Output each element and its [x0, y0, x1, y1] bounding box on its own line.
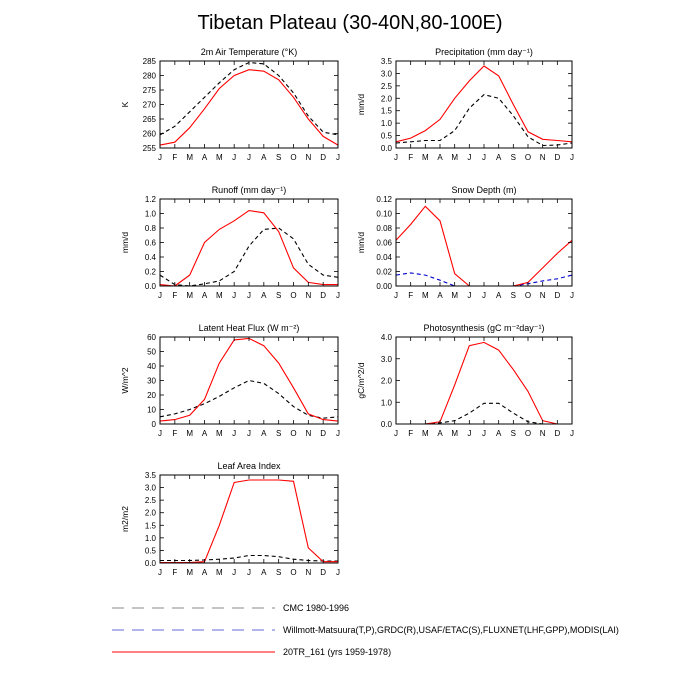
y-tick-label: 0.8	[144, 224, 156, 233]
x-tick-label: O	[524, 291, 532, 300]
x-tick-label: J	[482, 429, 486, 438]
legend-entry-2	[112, 647, 391, 657]
x-tick-label: O	[524, 153, 532, 162]
panel-1	[356, 47, 574, 162]
y-tick-label: 50	[147, 347, 156, 357]
x-tick-label: N	[539, 429, 546, 438]
x-tick-label: M	[186, 429, 194, 438]
x-tick-label: S	[275, 429, 282, 438]
x-tick-label: A	[495, 291, 502, 300]
x-tick-label: J	[467, 153, 472, 162]
y-tick-label: 2.5	[144, 496, 156, 506]
x-tick-label: S	[275, 291, 282, 300]
panel-title: 2m Air Temperature (°K)	[200, 47, 298, 57]
x-tick-label: A	[437, 153, 443, 162]
y-tick-label: 40	[147, 362, 156, 371]
x-tick-label: J	[232, 429, 237, 438]
x-tick-label: N	[305, 291, 312, 300]
x-tick-label: F	[408, 291, 414, 300]
plot-frame	[396, 337, 572, 424]
panel-4	[120, 323, 340, 438]
y-tick-label: 2.0	[144, 508, 156, 518]
y-tick-label: 30	[147, 376, 156, 386]
y-tick-label: 0.4	[144, 253, 156, 262]
x-tick-label: M	[451, 429, 459, 438]
x-tick-label: O	[290, 291, 297, 300]
y-tick-label: 0.5	[380, 131, 392, 141]
x-tick-label: J	[158, 568, 162, 577]
panel-6	[120, 461, 340, 577]
x-tick-label: A	[495, 429, 502, 438]
x-tick-label: J	[394, 429, 398, 438]
x-tick-label: A	[201, 291, 208, 300]
y-axis-label: K	[120, 101, 130, 108]
series-line-model	[396, 66, 572, 142]
y-tick-label: 0.0	[144, 559, 156, 568]
y-axis-label: mm/d	[120, 231, 130, 254]
panel-0	[120, 47, 340, 162]
y-tick-label: 0	[151, 420, 156, 429]
figure-title: Tibetan Plateau (30-40N,80-100E)	[197, 12, 503, 34]
x-tick-label: D	[320, 153, 327, 162]
x-tick-label: J	[394, 291, 398, 300]
x-tick-label: S	[510, 153, 517, 162]
x-tick-label: O	[290, 429, 297, 438]
y-axis-label: mm/d	[356, 93, 366, 116]
x-tick-label: S	[275, 568, 282, 577]
y-tick-label: 1.5	[144, 521, 156, 531]
x-tick-label: J	[247, 429, 251, 438]
x-tick-label: N	[305, 153, 312, 162]
x-tick-label: J	[232, 568, 237, 577]
x-tick-label: D	[554, 291, 561, 300]
y-tick-label: 20	[147, 391, 156, 400]
y-tick-label: 60	[147, 333, 156, 342]
x-tick-label: D	[554, 153, 561, 162]
x-tick-label: N	[539, 291, 546, 300]
x-tick-label: J	[336, 568, 340, 577]
x-tick-label: M	[186, 153, 194, 162]
panel-title: Runoff (mm day⁻¹)	[211, 185, 287, 195]
series-line-model	[160, 480, 338, 563]
x-tick-label: D	[320, 568, 327, 577]
x-tick-label: M	[215, 568, 223, 577]
y-tick-label: 3.0	[380, 354, 392, 364]
y-tick-label: 4.0	[380, 333, 392, 342]
y-axis-label: m2/m2	[120, 506, 130, 532]
x-tick-label: A	[437, 291, 443, 300]
x-tick-label: F	[408, 153, 414, 162]
x-tick-label: D	[554, 429, 561, 438]
y-tick-label: 1.0	[380, 398, 392, 408]
y-tick-label: 2.0	[380, 376, 392, 386]
y-axis-label: mm/d	[356, 231, 366, 254]
y-tick-label: 0.02	[376, 267, 392, 277]
y-tick-label: 2.5	[380, 81, 392, 91]
plot-frame	[160, 61, 338, 148]
x-tick-label: J	[158, 429, 162, 438]
x-tick-label: M	[215, 429, 223, 438]
x-tick-label: J	[467, 291, 472, 300]
plot-frame	[396, 61, 572, 148]
y-tick-label: 2.0	[380, 94, 392, 104]
x-tick-label: J	[247, 568, 251, 577]
panel-3	[356, 185, 574, 300]
y-tick-label: 0.5	[144, 546, 156, 556]
y-tick-label: 1.5	[380, 106, 392, 116]
x-tick-label: N	[305, 568, 312, 577]
panel-title: Latent Heat Flux (W m⁻²)	[198, 323, 300, 333]
y-tick-label: 0.08	[376, 224, 392, 233]
x-tick-label: A	[261, 568, 267, 577]
x-tick-label: J	[232, 153, 237, 162]
legend-label: Willmott-Matsuura(T,P),GRDC(R),USAF/ETAC(S),FLUXNET(LHF,GPP),MODIS(LAI)	[283, 625, 619, 635]
panel-title: Precipitation (mm day⁻¹)	[435, 47, 533, 57]
y-tick-label: 0.0	[144, 282, 156, 291]
series-line-model	[396, 206, 572, 286]
y-tick-label: 3.5	[380, 57, 392, 66]
x-tick-label: M	[421, 291, 429, 300]
x-tick-label: N	[305, 429, 312, 438]
series-line-cmc	[396, 95, 572, 146]
x-tick-label: F	[172, 568, 178, 577]
y-tick-label: 255	[142, 144, 156, 153]
x-tick-label: M	[215, 291, 223, 300]
y-tick-label: 0.0	[380, 420, 392, 429]
y-axis-label: gC/m^2/d	[356, 362, 366, 399]
panel-5	[356, 323, 574, 438]
x-tick-label: M	[421, 429, 429, 438]
x-tick-label: A	[261, 153, 267, 162]
y-tick-label: 270	[142, 100, 156, 110]
y-tick-label: 275	[142, 86, 156, 95]
plot-frame	[160, 475, 338, 563]
panel-title: Leaf Area Index	[217, 461, 281, 471]
x-tick-label: J	[394, 153, 398, 162]
x-tick-label: F	[172, 153, 178, 162]
y-tick-label: 1.0	[144, 533, 156, 543]
x-tick-label: A	[495, 153, 502, 162]
x-tick-label: F	[408, 429, 414, 438]
x-tick-label: N	[539, 153, 546, 162]
x-tick-label: A	[201, 153, 208, 162]
x-tick-label: J	[247, 291, 251, 300]
x-tick-label: J	[336, 153, 340, 162]
series-line-model	[160, 70, 338, 145]
x-tick-label: J	[247, 153, 251, 162]
x-tick-label: O	[524, 429, 532, 438]
panel-title: Photosynthesis (gC m⁻²day⁻¹)	[423, 323, 545, 333]
x-tick-label: O	[290, 153, 297, 162]
y-tick-label: 0.06	[376, 238, 392, 248]
plot-frame	[160, 199, 338, 286]
x-tick-label: J	[232, 291, 237, 300]
series-line-cmc	[160, 381, 338, 419]
legend-entry-0	[112, 603, 349, 613]
y-tick-label: 3.5	[144, 471, 156, 480]
y-tick-label: 3.0	[380, 69, 392, 79]
y-tick-label: 265	[142, 115, 156, 124]
series-line-model	[396, 342, 572, 424]
y-tick-label: 0.10	[376, 209, 392, 219]
y-tick-label: 0.0	[380, 144, 392, 153]
series-line-cmc	[160, 63, 338, 135]
x-tick-label: J	[467, 429, 472, 438]
x-tick-label: J	[336, 429, 340, 438]
series-line-model	[160, 211, 338, 286]
x-tick-label: A	[201, 429, 208, 438]
y-tick-label: 10	[147, 405, 156, 415]
x-tick-label: J	[158, 153, 162, 162]
x-tick-label: A	[261, 291, 267, 300]
x-tick-label: M	[451, 291, 459, 300]
x-tick-label: S	[510, 429, 517, 438]
panel-2	[120, 185, 340, 300]
y-tick-label: 0.12	[376, 195, 392, 204]
plot-frame	[396, 199, 572, 286]
plot-frame	[160, 337, 338, 424]
y-tick-label: 0.6	[144, 238, 156, 248]
x-tick-label: D	[320, 429, 327, 438]
x-tick-label: A	[261, 429, 267, 438]
y-tick-label: 0.00	[376, 282, 392, 291]
x-tick-label: M	[186, 291, 194, 300]
y-tick-label: 1.0	[380, 119, 392, 129]
x-tick-label: A	[437, 429, 443, 438]
x-tick-label: M	[215, 153, 223, 162]
y-tick-label: 280	[142, 71, 156, 81]
legend-entry-1	[112, 625, 619, 635]
x-tick-label: S	[275, 153, 282, 162]
x-tick-label: J	[570, 153, 574, 162]
panel-title: Snow Depth (m)	[451, 185, 517, 195]
x-tick-label: J	[482, 291, 486, 300]
x-tick-label: F	[172, 291, 178, 300]
x-tick-label: J	[336, 291, 340, 300]
x-tick-label: J	[570, 429, 574, 438]
series-line-model	[160, 338, 338, 421]
y-tick-label: 3.0	[144, 483, 156, 493]
y-axis-label: W/m^2	[120, 367, 130, 394]
x-tick-label: S	[510, 291, 517, 300]
y-tick-label: 1.2	[144, 195, 156, 204]
y-tick-label: 285	[142, 57, 156, 66]
y-tick-label: 0.2	[144, 267, 156, 277]
x-tick-label: O	[290, 568, 297, 577]
x-tick-label: A	[201, 568, 208, 577]
legend-label: 20TR_161 (yrs 1959-1978)	[283, 647, 392, 657]
x-tick-label: F	[172, 429, 178, 438]
x-tick-label: J	[482, 153, 486, 162]
y-tick-label: 1.0	[144, 209, 156, 219]
x-tick-label: J	[158, 291, 162, 300]
x-tick-label: D	[320, 291, 327, 300]
x-tick-label: M	[186, 568, 194, 577]
x-tick-label: J	[570, 291, 574, 300]
x-tick-label: M	[421, 153, 429, 162]
x-tick-label: M	[451, 153, 459, 162]
legend-label: CMC 1980-1996	[283, 603, 350, 613]
y-tick-label: 260	[142, 129, 156, 139]
y-tick-label: 0.04	[376, 253, 392, 262]
